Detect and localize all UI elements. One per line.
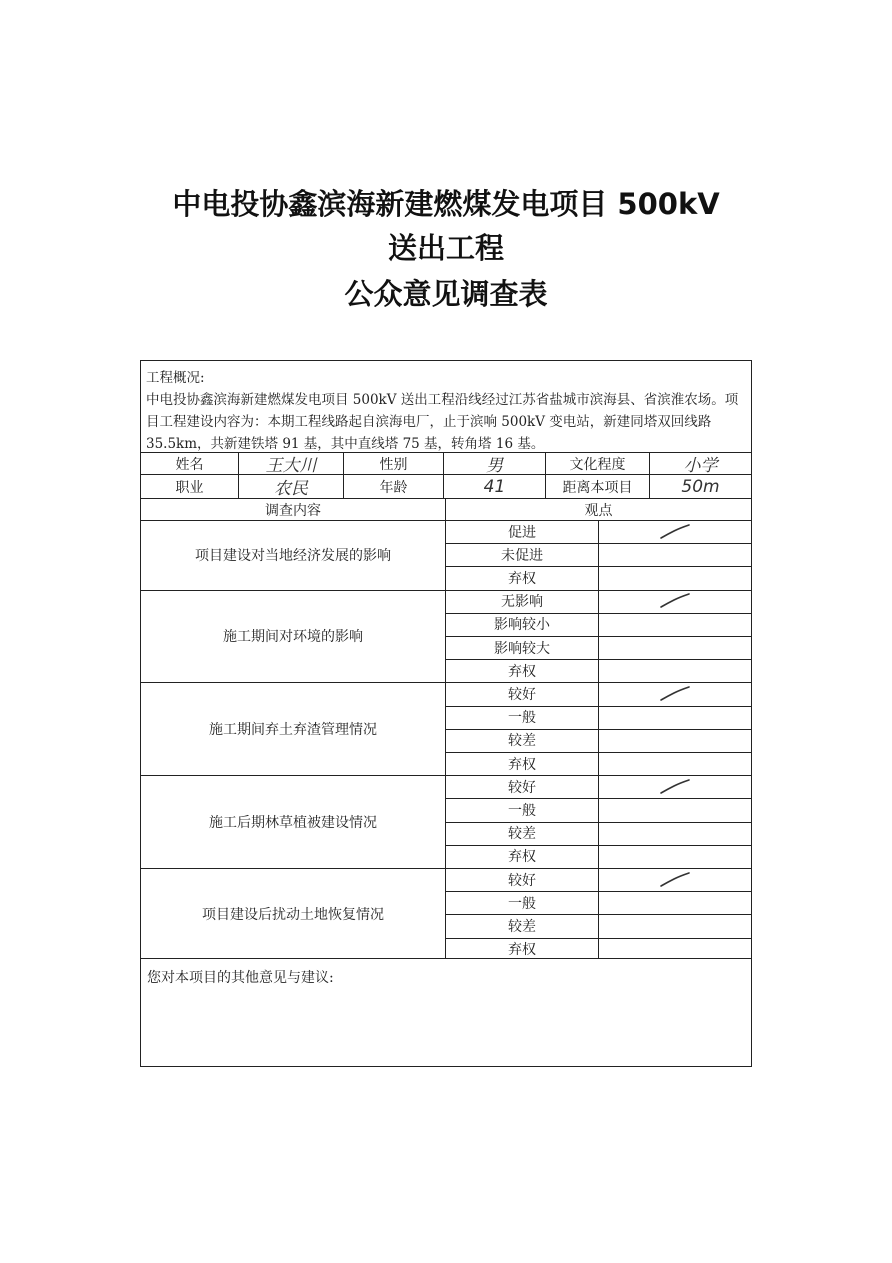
option-answer-cell[interactable] [599,868,751,891]
option-answer-cell[interactable] [599,659,751,682]
option-label: 弃权 [508,570,536,587]
age-value: 41 [483,476,506,497]
occupation-label: 职业 [175,479,204,496]
header-opinion: 观点 [584,502,613,519]
option-answer-cell[interactable] [599,775,751,798]
title-line-3: 公众意见调查表 [344,277,548,311]
gender-value: 男 [486,456,503,474]
question-text: 施工期间弃土弃渣管理情况 [209,721,377,738]
option-answer-cell[interactable] [599,566,751,589]
option-label: 较好 [508,779,536,796]
distance-value: 50m [681,476,720,497]
survey-form [140,360,752,1067]
option-answer-cell[interactable] [599,613,751,636]
option-answer-cell[interactable] [599,590,751,613]
check-icon [658,871,692,889]
option-label: 弃权 [508,663,536,680]
check-icon [658,778,692,796]
project-overview [146,367,746,455]
option-label: 一般 [508,802,536,819]
overview-label: 工程概况: [146,370,205,386]
option-answer-cell[interactable] [599,729,751,752]
option-label: 弃权 [508,756,536,773]
distance-label: 距离本项目 [562,479,633,496]
overview-text: 中电投协鑫滨海新建燃煤发电项目 500kV 送出工程沿线经过江苏省盐城市滨海县、省滨淮农场。项目工程建设内容为：本期工程线路起自滨海电厂，止于滨响 500kV 变电站，新建同塔双回线路 35.5km，共新建铁塔 91 基，其中直线塔 75 基，转角塔 16 基。 [146,392,739,452]
age-label: 年龄 [379,479,408,496]
option-label: 较好 [508,872,536,889]
name-label: 姓名 [175,456,204,473]
check-icon [658,685,692,703]
option-answer-cell[interactable] [599,798,751,821]
comments-label: 您对本项目的其他意见与建议: [147,970,334,986]
option-label: 未促进 [501,547,543,564]
name-value: 王大川 [265,456,317,474]
option-label: 影响较小 [494,617,550,634]
option-label: 一般 [508,710,536,727]
header-content: 调查内容 [265,502,321,519]
option-label: 弃权 [508,849,536,866]
gender-label: 性别 [379,456,408,473]
option-answer-cell[interactable] [599,822,751,845]
option-answer-cell[interactable] [599,682,751,705]
option-answer-cell[interactable] [599,752,751,775]
option-answer-cell[interactable] [599,845,751,868]
check-icon [658,523,692,541]
question-text: 项目建设后扰动土地恢复情况 [202,907,384,924]
option-answer-cell[interactable] [599,706,751,729]
option-label: 促进 [508,524,536,541]
option-label: 较差 [508,918,536,935]
option-label: 较好 [508,686,536,703]
option-answer-cell[interactable] [599,520,751,543]
option-label: 较差 [508,826,536,843]
title-line-2: 送出工程 [387,231,504,265]
option-answer-cell[interactable] [599,543,751,566]
option-label: 弃权 [508,942,536,959]
option-label: 较差 [508,733,536,750]
option-label: 影响较大 [494,640,550,657]
title-line-1: 中电投协鑫滨海新建燃煤发电项目 500kV [172,187,720,221]
option-answer-cell[interactable] [599,891,751,914]
option-label: 一般 [508,895,536,912]
question-text: 施工期间对环境的影响 [223,628,363,645]
education-label: 文化程度 [569,456,626,473]
option-answer-cell[interactable] [599,938,751,961]
occupation-value: 农民 [274,479,308,498]
education-value: 小学 [683,456,718,474]
option-answer-cell[interactable] [599,636,751,659]
check-icon [658,592,692,610]
option-answer-cell[interactable] [599,914,751,937]
question-text: 施工后期林草植被建设情况 [209,814,377,831]
option-label: 无影响 [501,594,543,611]
question-text: 项目建设对当地经济发展的影响 [195,547,391,564]
